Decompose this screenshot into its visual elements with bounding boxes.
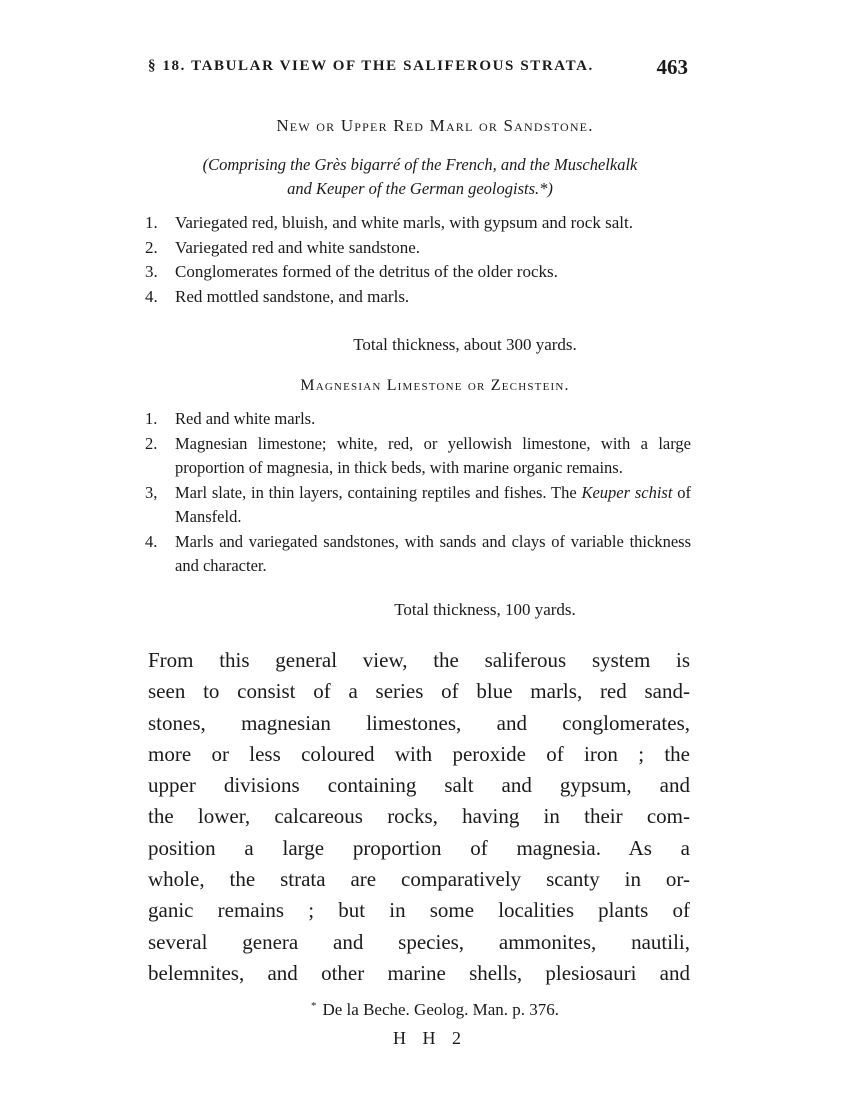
body-line: stones, magnesian limestones, and conglomerates, xyxy=(148,710,690,735)
signature-mark: H H 2 xyxy=(393,1028,467,1048)
list-item xyxy=(145,481,691,530)
strata-list-magnesian xyxy=(145,407,691,579)
list-item xyxy=(145,407,691,432)
item-text: of Mansfeld. xyxy=(175,482,691,526)
subtitle-line: and Keuper of the German geologists.*) xyxy=(287,179,553,198)
list-item xyxy=(145,432,691,481)
body-line: the lower, calcareous rocks, having in their com- xyxy=(148,804,690,829)
item-text: Red and white marls. xyxy=(175,409,316,428)
item-number: 2. xyxy=(145,237,158,257)
item-text: Conglomerates formed of the detritus of the older rocks. xyxy=(175,262,558,281)
body-paragraph xyxy=(148,645,690,989)
list-item xyxy=(145,236,691,261)
item-number: 4. xyxy=(145,531,158,551)
body-line: belemnites, and other marine shells, plesiosauri and xyxy=(148,960,690,985)
item-number: 2. xyxy=(145,433,158,453)
item-number: 4. xyxy=(145,286,158,306)
item-number: 1. xyxy=(145,213,158,232)
item-text: Red mottled sandstone, and marls. xyxy=(175,286,410,306)
item-text: Magnesian limestone; white, red, or yellowish limestone, with a large proportion of magnesia, in thick beds, with marine organic remains. xyxy=(175,433,691,477)
list-item xyxy=(145,260,691,285)
body-line: more or less coloured with peroxide of iron ; the xyxy=(148,741,690,766)
item-text: Variegated red and white sandstone. xyxy=(175,237,420,257)
section-title-new-red-marl: New or Upper Red Marl or Sandstone. xyxy=(276,116,594,135)
strata-list-upper xyxy=(145,211,691,309)
page-number: 463 xyxy=(656,55,688,79)
body-line: position a large proportion of magnesia. As a xyxy=(148,835,690,860)
body-line: whole, the strata are comparatively scanty in or- xyxy=(148,867,690,892)
section-title-magnesian-limestone: Magnesian Limestone or Zechstein. xyxy=(300,377,570,394)
list-item xyxy=(145,285,691,310)
list-item xyxy=(145,530,691,579)
footnote-text: De la Beche. Geolog. Man. p. 376. xyxy=(322,1000,560,1019)
total-thickness-upper: Total thickness, about 300 yards. xyxy=(353,335,577,354)
running-header-title: § 18. TABULAR VIEW OF THE SALIFEROUS STRATA. xyxy=(148,58,594,74)
footnote-mark: * xyxy=(310,1000,317,1012)
item-text-italic: Keuper schist xyxy=(581,482,673,502)
item-text: Marls and variegated sandstones, with sands and clays of variable thickness and character. xyxy=(175,531,691,575)
body-line: several genera and species, ammonites, nautili, xyxy=(148,929,690,954)
total-thickness-magnesian: Total thickness, 100 yards. xyxy=(394,600,576,619)
item-number: 3, xyxy=(145,482,158,502)
body-line: upper divisions containing salt and gypsum, and xyxy=(148,773,690,798)
body-line: ganic remains ; but in some localities plants of xyxy=(148,898,690,923)
item-text: Variegated red, bluish, and white marls, with gypsum and rock salt. xyxy=(175,213,633,232)
body-line: From this general view, the saliferous system is xyxy=(148,648,690,672)
running-header xyxy=(148,55,688,88)
body-line: seen to consist of a series of blue marls, red sand- xyxy=(148,679,690,704)
item-number: 3. xyxy=(145,262,158,281)
subtitle-line: (Comprising the Grès bigarré of the French, and the Muschelkalk xyxy=(202,155,638,174)
list-item xyxy=(145,211,691,236)
item-number: 1. xyxy=(145,409,158,428)
section-subtitle xyxy=(145,153,695,201)
footnote xyxy=(0,1000,850,1020)
item-text: Marl slate, in thin layers, containing reptiles and fishes. The xyxy=(175,482,582,502)
